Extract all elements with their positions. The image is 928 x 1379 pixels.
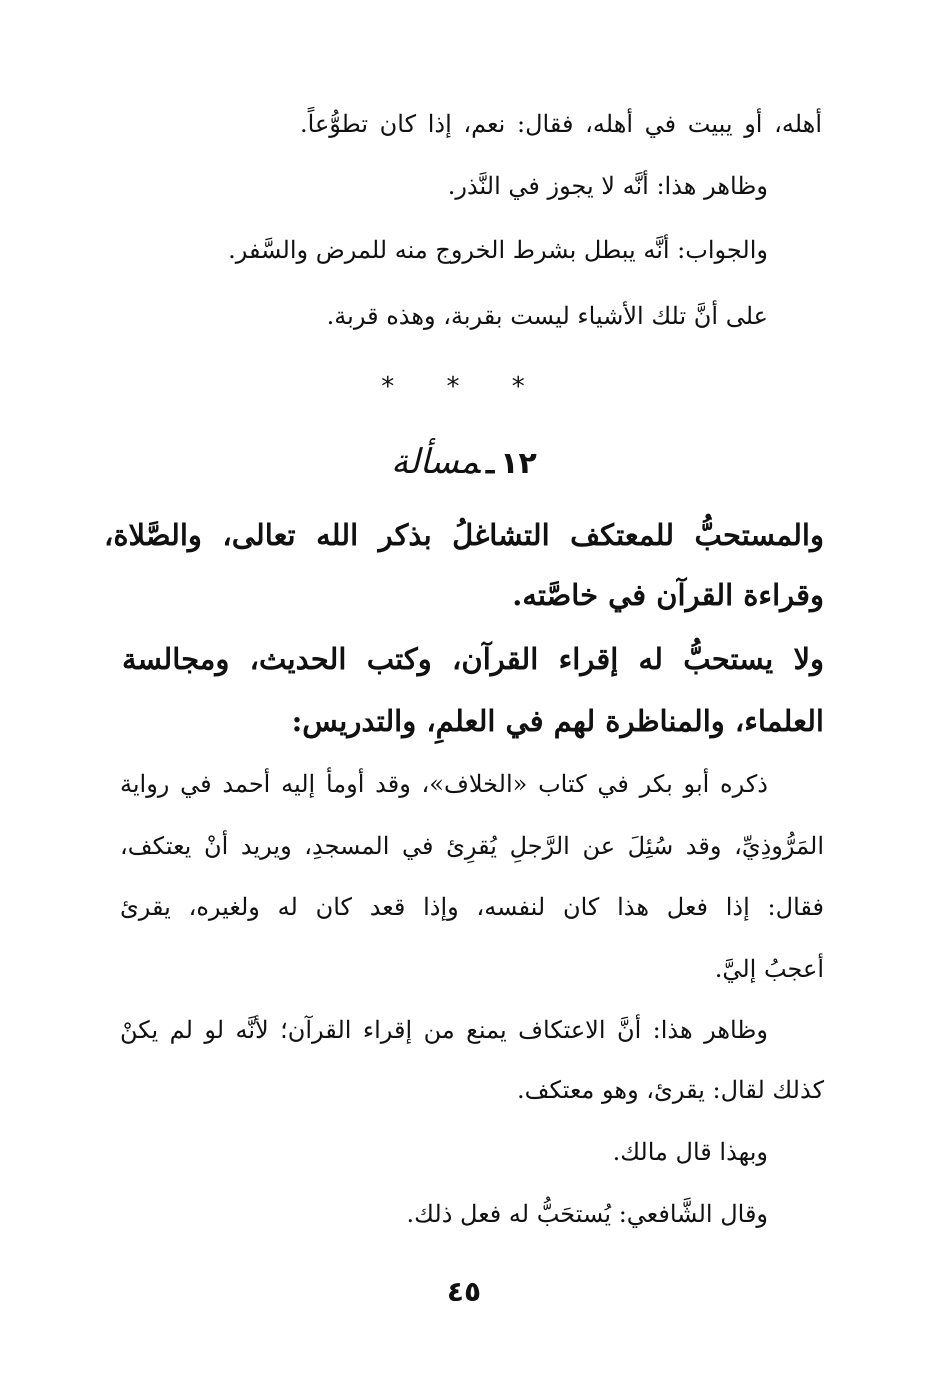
text-line: وظاهر هذا: أنَّ الاعتكاف يمنع من إقراء القرآن؛ لأنَّه لو لم يكنْ bbox=[120, 1016, 768, 1044]
text-line: والجواب: أنَّه يبطل بشرط الخروج منه للمرض والسَّفر. bbox=[228, 236, 768, 264]
issue-title: مسألة bbox=[391, 442, 481, 482]
bold-text-line: والمستحبُّ للمعتكف التشاغلُ بذكر الله تعالى، والصَّلاة، bbox=[104, 518, 824, 552]
issue-heading bbox=[0, 442, 928, 482]
heading-dash: ـ bbox=[486, 447, 495, 480]
text-line: وبهذا قال مالك. bbox=[612, 1138, 768, 1166]
text-line: المَرُّوذِيِّ، وقد سُئِلَ عن الرَّجلِ يُقرِئ في المسجدِ، ويريد أنْ يعتكف، bbox=[120, 832, 824, 860]
bold-text-line: ولا يستحبُّ له إقراء القرآن، وكتب الحديث، ومجالسة bbox=[122, 642, 824, 676]
bold-text-line: وقراءة القرآن في خاصَّته. bbox=[512, 578, 824, 612]
text-line: أعجبُ إليَّ. bbox=[714, 955, 824, 983]
issue-number: ١٢ bbox=[500, 446, 537, 481]
text-line: ذكره أبو بكر في كتاب «الخلاف»، وقد أومأ إليه أحمد في رواية bbox=[120, 770, 768, 798]
text-line: فقال: إذا فعل هذا كان لنفسه، وإذا قعد كان له ولغيره، يقرئ bbox=[120, 893, 824, 921]
section-separator: * * * bbox=[381, 372, 547, 402]
text-line: على أنَّ تلك الأشياء ليست بقربة، وهذه قربة. bbox=[326, 302, 768, 330]
text-line: أهله، أو يبيت في أهله، فقال: نعم، إذا كان تطوُّعاً. bbox=[300, 110, 822, 138]
text-line: كذلك لقال: يقرئ، وهو معتكف. bbox=[516, 1076, 824, 1104]
page-number: ٤٥ bbox=[446, 1275, 482, 1308]
text-line: وقال الشَّافعي: يُستحَبُّ له فعل ذلك. bbox=[406, 1200, 768, 1228]
text-line: وظاهر هذا: أنَّه لا يجوز في النَّذر. bbox=[447, 172, 768, 200]
bold-text-line: العلماء، والمناظرة لهم في العلمِ، والتدريس: bbox=[291, 704, 824, 738]
